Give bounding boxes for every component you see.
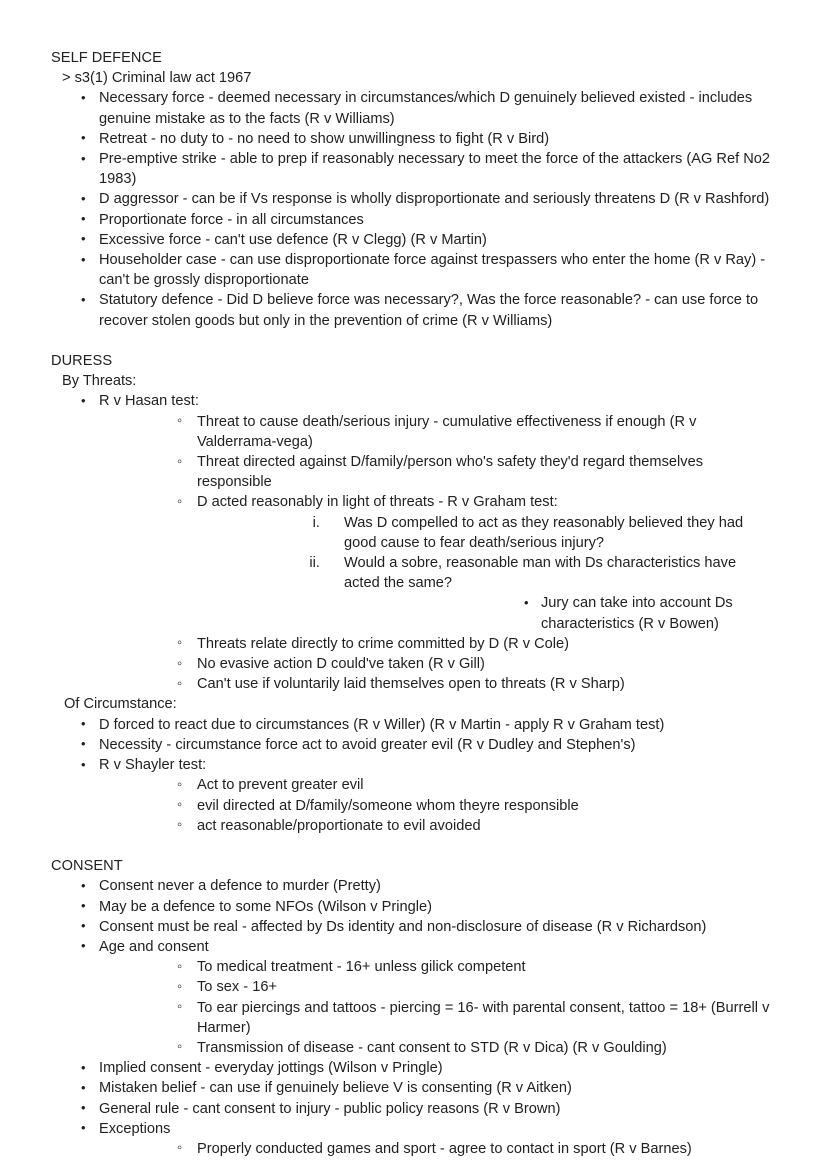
list-item (99, 977, 775, 997)
list-item-text: • Age and consent (99, 938, 209, 955)
list-item (51, 1119, 775, 1159)
list-item (51, 937, 775, 1058)
list-item-text: • Retreat - no duty to - no need to show unwillingness to fight (R v Bird) (99, 130, 550, 147)
list-item (99, 412, 775, 452)
list-item-text: ◦ Can't use if voluntarily laid themselves open to threats (R v Sharp) (197, 676, 625, 693)
list-item (51, 897, 775, 917)
list-item-text: • Necessary force - deemed necessary in circumstances/which D genuinely believed existed - includes genuine mistake as to the facts (R v Williams) (99, 90, 753, 127)
list-item-text: ◦ To medical treatment - 16+ unless gilick competent (197, 959, 526, 976)
list-item (51, 250, 775, 290)
list-item-text: • General rule - cant consent to injury - public policy reasons (R v Brown) (99, 1100, 561, 1117)
list-item-text: • Jury can take into account Ds characteristics (R v Bowen) (541, 595, 733, 632)
hasan-test-points (99, 412, 775, 695)
list-item-text: • Implied consent - everyday jottings (Wilson v Pringle) (99, 1060, 443, 1077)
list-item-text: Was D compelled to act as they reasonably believed they had good cause to fear death/serious injury? (344, 514, 744, 551)
list-item (51, 755, 775, 836)
section-heading-consent: CONSENT (51, 858, 123, 875)
list-item (99, 654, 775, 674)
list-item-text: • Pre-emptive strike - able to prep if reasonably necessary to meet the force of the attackers (AG Ref No2 1983) (99, 151, 771, 188)
list-item (51, 917, 775, 937)
list-item (99, 957, 775, 977)
list-item-text: • Consent must be real - affected by Ds identity and non-disclosure of disease (R v Richardson) (99, 918, 707, 935)
graham-step-subpoints (344, 593, 775, 633)
list-item (51, 735, 775, 755)
list-item-text: • R v Hasan test: (99, 393, 199, 410)
list-item (51, 1058, 775, 1078)
list-item (51, 1099, 775, 1119)
duress-of-circumstance-list (51, 715, 775, 836)
list-item (99, 674, 775, 694)
list-item-text: Would a sobre, reasonable man with Ds characteristics have acted the same? (344, 555, 737, 592)
exceptions-points (99, 1139, 775, 1159)
section-self-defence (51, 48, 775, 331)
list-item (99, 452, 775, 492)
list-item-text: • Excessive force - can't use defence (R v Clegg) (R v Martin) (99, 231, 487, 248)
list-item-text: • Consent never a defence to murder (Pretty) (99, 878, 381, 895)
graham-test-steps (197, 513, 775, 634)
duress-by-threats-list (51, 391, 775, 694)
list-item (51, 876, 775, 896)
list-item (99, 816, 775, 836)
list-item (99, 998, 775, 1038)
list-item (99, 634, 775, 654)
list-item (99, 1139, 775, 1159)
self-defence-points-list (51, 88, 775, 330)
subheading-by-threats: By Threats: (62, 373, 137, 390)
list-item-text: • D forced to react due to circumstances (R v Willer) (R v Martin - apply R v Graham test) (99, 716, 665, 733)
list-item-text: • D aggressor - can be if Vs response is wholly disproportionate and seriously threatens D (R v Rashford) (99, 191, 770, 208)
list-item (51, 210, 775, 230)
list-item-text: • Mistaken belief - can use if genuinely believe V is consenting (R v Aitken) (99, 1080, 572, 1097)
list-item-text: • Exceptions (99, 1120, 171, 1137)
section-heading-self-defence: SELF DEFENCE (51, 50, 162, 66)
list-item-text: ◦ To ear piercings and tattoos - piercing = 16- with parental consent, tattoo = 18+ (Burrell v Harmer) (197, 999, 770, 1036)
list-item (344, 593, 775, 633)
section-duress (51, 351, 775, 836)
list-item (99, 492, 775, 633)
list-item (51, 391, 775, 694)
section-heading-duress: DURESS (51, 353, 113, 370)
list-item-text: ◦ No evasive action D could've taken (R v Gill) (197, 656, 485, 673)
list-item-text: ◦ Properly conducted games and sport - agree to contact in sport (R v Barnes) (197, 1140, 692, 1157)
list-item (51, 1078, 775, 1098)
list-item-text: • Necessity - circumstance force act to avoid greater evil (R v Dudley and Stephen's) (99, 736, 636, 753)
list-item-text: • R v Shayler test: (99, 757, 207, 774)
list-item-text: ◦ evil directed at D/family/someone whom theyre responsible (197, 797, 579, 814)
list-item (51, 88, 775, 128)
list-item-text: • Householder case - can use disproportionate force against trespassers who enter the home (R v Ray) - can't be grossly disproportionate (99, 252, 766, 289)
list-item (51, 149, 775, 189)
list-item-text: ◦ Threats relate directly to crime committed by D (R v Cole) (197, 635, 570, 652)
list-item-text: ◦ Threat to cause death/serious injury - cumulative effectiveness if enough (R v Valderrama-vega) (197, 413, 697, 450)
list-marker-roman: i. (312, 514, 320, 531)
list-item (51, 230, 775, 250)
list-item-text: ◦ act reasonable/proportionate to evil avoided (197, 817, 481, 834)
list-item (51, 129, 775, 149)
list-item-text: ◦ To sex - 16+ (197, 979, 278, 996)
statute-reference-self-defence: > s3(1) Criminal law act 1967 (62, 70, 252, 87)
list-item-text: • Proportionate force - in all circumstances (99, 211, 364, 228)
list-item (99, 796, 775, 816)
list-item (197, 553, 775, 634)
list-item (99, 1038, 775, 1058)
age-and-consent-points (99, 957, 775, 1058)
list-item-text: ◦ D acted reasonably in light of threats - R v Graham test: (197, 494, 558, 511)
list-item (51, 189, 775, 209)
shayler-test-points (99, 775, 775, 836)
list-item (51, 715, 775, 735)
list-item (197, 513, 775, 553)
list-marker-roman: ii. (309, 555, 320, 572)
list-item-text: ◦ Threat directed against D/family/person who's safety they'd regard themselves responsible (197, 454, 704, 491)
section-gap (51, 331, 775, 351)
subheading-of-circumstance: Of Circumstance: (64, 696, 177, 713)
list-item (99, 775, 775, 795)
section-consent (51, 856, 775, 1159)
list-item-text: ◦ Transmission of disease - cant consent to STD (R v Dica) (R v Goulding) (197, 1039, 667, 1056)
list-item (51, 290, 775, 330)
section-gap (51, 836, 775, 856)
list-item-text: • May be a defence to some NFOs (Wilson v Pringle) (99, 898, 433, 915)
list-item-text: • Statutory defence - Did D believe force was necessary?, Was the force reasonable? - can use force to recover stolen goods but only in the prevention of crime (R v Williams) (99, 292, 759, 329)
list-item-text: ◦ Act to prevent greater evil (197, 777, 364, 794)
consent-points-list (51, 876, 775, 1159)
